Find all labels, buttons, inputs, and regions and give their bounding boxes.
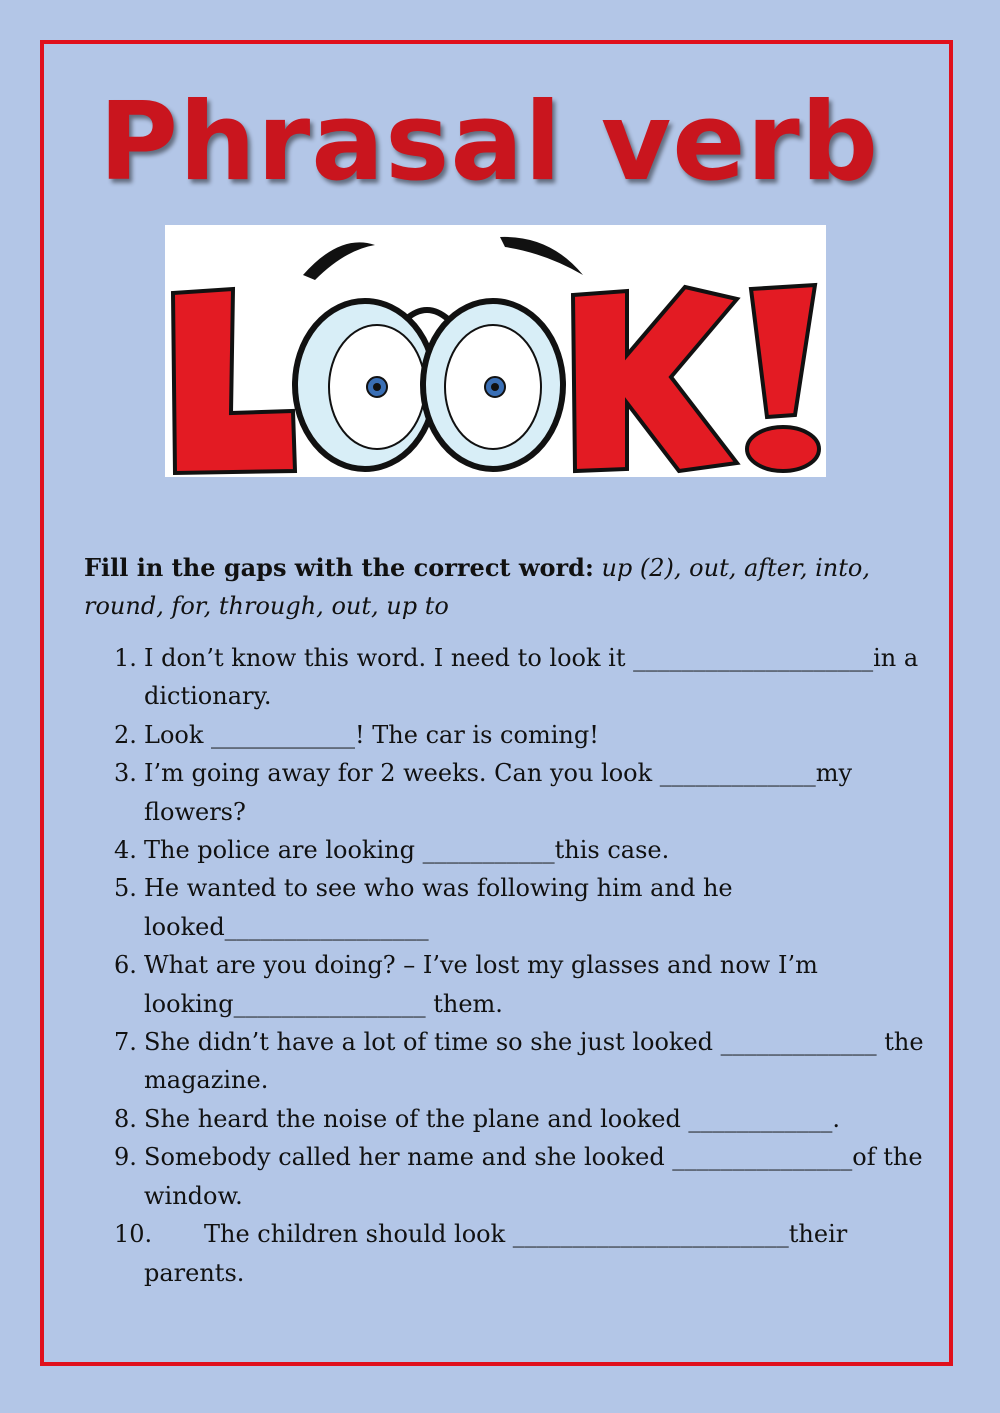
question-text: What are you doing? – I’ve lost my glasses and now I’m looking________________ them. <box>144 951 818 1018</box>
question-number: 1. <box>114 644 137 672</box>
question-text: The police are looking ___________this case. <box>144 836 670 865</box>
question-item <box>84 639 944 716</box>
question-item <box>84 754 944 831</box>
question-item <box>84 869 944 946</box>
question-number: 9. <box>114 1143 137 1172</box>
question-item <box>84 1100 944 1138</box>
question-text: She didn’t have a lot of time so she just looked _____________ the magazine. <box>144 1028 924 1095</box>
instructions <box>84 549 924 625</box>
page-title: Phrasal verb <box>98 80 880 205</box>
question-text: I’m going away for 2 weeks. Can you look _____________my flowers? <box>144 759 853 826</box>
question-text: Somebody called her name and she looked _______________of the window. <box>144 1143 923 1210</box>
look-logo <box>165 225 826 477</box>
instructions-lead: Fill in the gaps with the correct word: <box>84 553 594 582</box>
question-text: I don’t know this word. I need to look it ____________________in a dictionary. <box>144 644 919 711</box>
question-number: 8. <box>114 1104 137 1133</box>
question-item <box>84 831 944 869</box>
question-text: The children should look _______________________their parents. <box>144 1220 848 1287</box>
question-number: 7. <box>114 1028 137 1057</box>
question-item <box>84 946 944 1023</box>
look-logo-graphic <box>165 225 826 477</box>
question-item <box>84 1138 944 1215</box>
word-bank: up (2), out, after, into, round, for, through, out, up to <box>84 554 870 620</box>
question-item <box>84 1023 944 1100</box>
question-number: 6. <box>114 951 137 980</box>
question-list <box>84 639 944 1292</box>
question-number: 4. <box>114 836 137 865</box>
question-item <box>84 1215 944 1292</box>
question-number: 5. <box>114 874 137 903</box>
question-number: 3. <box>114 759 137 788</box>
question-text: She heard the noise of the plane and looked ____________. <box>144 1104 841 1133</box>
question-text: Look ____________! The car is coming! <box>144 720 599 749</box>
question-number: 10. <box>114 1220 153 1249</box>
question-number: 2. <box>114 720 137 749</box>
question-text: He wanted to see who was following him and he looked_________________ <box>144 874 733 941</box>
question-item <box>84 716 944 754</box>
